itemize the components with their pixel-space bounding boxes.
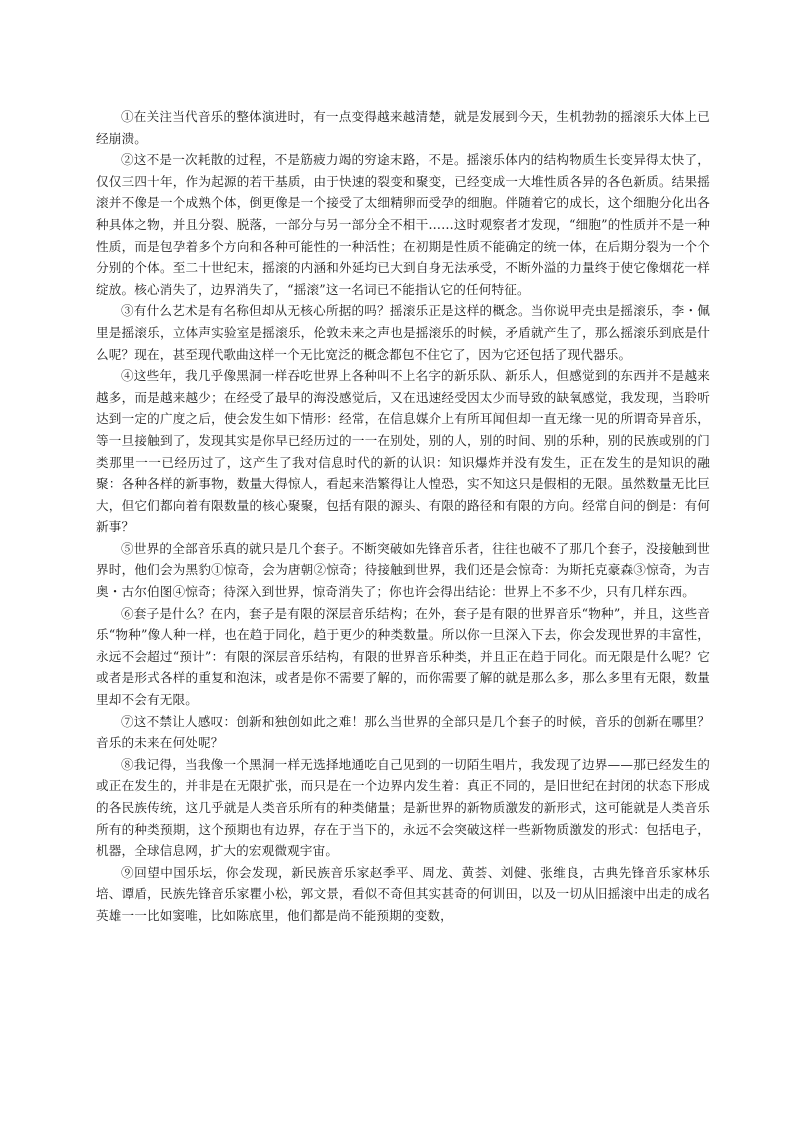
paragraph-7: ⑦这不禁让人感叹：创新和独创如此之难！那么当世界的全部只是几个套子的时候，音乐的创新在哪里？音乐的未来在何处呢？ bbox=[96, 713, 710, 751]
paragraph-9: ⑨回望中国乐坛，你会发现，新民族音乐家赵季平、周龙、黄荟、刘健、张维良，古典先锋音乐家林乐培、谭盾，民族先锋音乐家瞿小松，郭文景，看似不奇但其实甚奇的何训田，以及一切从旧摇滚中出走的成名英雄一一比如窦唯，比如陈底里，他们都是尚不能预期的变数， bbox=[96, 864, 710, 923]
paragraph-5: ⑤世界的全部音乐真的就只是几个套子。不断突破如先锋音乐者，往往也破不了那几个套子，没接触到世界时，他们会为黑豹①惊奇，会为唐朝②惊奇；待接触到世界，我们还是会惊奇：为斯托克豪森③惊奇，为吉奥・古尔伯图④惊奇；待深入到世界，惊奇消失了；你也许会得出结论：世界上不多不少，只有几样东西。 bbox=[96, 540, 710, 600]
paragraph-6: ⑥套子是什么？在内，套子是有限的深层音乐结构；在外，套子是有限的世界音乐“物种”，并且，这些音乐“物种”像人种一样，也在趋于同化，趋于更少的种类数量。所以你一旦深入下去，你会发现世界的丰富性，永远不会超过“预计”：有限的深层音乐结构，有限的世界音乐种类，并且正在趋于同化。而无限是什么呢？它或者是形式各样的重复和泡沫，或者是你不需要了解的，而你需要了解的就是那么多，那么多里有无限，数量里却不会有无限。 bbox=[96, 605, 710, 708]
paragraph-2: ②这不是一次耗散的过程，不是筋疲力竭的穷途末路，不是。摇滚乐体内的结构物质生长变异得太快了，仅仅三四十年，作为起源的若干基质，由于快速的裂变和聚变，已经变成一大堆性质各异的各色新质。结果摇滚并不像是一个成熟个体，倒更像是一个接受了太细精卵而受孕的细胞。伴随着它的成长，这个细胞分化出各种具体之物，并且分裂、脱落，一部分与另一部分全不相干……这时观察者才发现，“细胞”的性质并不是一种性质，而是包孕着多个方向和各种可能性的一种活性；在初期是性质不能确定的统一体，在后期分裂为一个个分别的个体。至二十世纪末，摇滚的内涵和外延均已大到自身无法承受，不断外溢的力量终于使它像烟花一样绽放。核心消失了，边界消失了，“摇滚”这一名词已不能指认它的任何特征。 bbox=[96, 152, 710, 297]
paragraph-4: ④这些年，我几乎像黑洞一样吞吃世界上各种叫不上名字的新乐队、新乐人，但感觉到的东西并不是越来越多，而是越来越少；在经受了最早的海没感觉后，又在迅速经受因太少而导致的缺氧感觉，我发现，当聆听达到一定的广度之后，使会发生如下情形：经常，在信息媒介上有所耳闻但却一直无缘一见的所谓奇异音乐，等一旦接触到了，发现其实是你早已经历过的一一在别处，别的人，别的时间、别的乐种，别的民族或别的门类那里一一已经历过了，这产生了我对信息时代的新的认识：知识爆炸并没有发生，正在发生的是知识的融聚：各种各样的新事物，数量大得惊人，看起来浩繁得让人惶恐，实不知这只是假相的无限。虽然数量无比巨大，但它们都向着有限数量的核心聚聚，包括有限的源头、有限的路径和有限的方向。经常自问的倒是：有何新事？ bbox=[96, 368, 710, 535]
paragraph-3: ③有什么艺术是有名称但却从无核心所据的吗？摇滚乐正是这样的概念。当你说甲壳虫是摇滚乐，李・佩里是摇滚乐，立体声实验室是摇滚乐，伦敦未来之声也是摇滚乐的时候，矛盾就产生了，那么摇滚乐到底是什么呢？现在，甚至现代歌曲这样一个无比宽泛的概念都包不住它了，因为它还包括了现代器乐。 bbox=[96, 303, 710, 362]
paragraph-1: ①在关注当代音乐的整体演进时，有一点变得越来越清楚，就是发展到今天，生机勃勃的摇滚乐大体上已经崩溃。 bbox=[96, 109, 710, 146]
paragraph-8: ⑧我记得，当我像一个黑洞一样无选择地通吃自己见到的一切陌生唱片，我发现了边界——那已经发生的或正在发生的，并非是在无限扩张，而只是在一个边界内发生着：真正不同的，是旧世纪在封闭的状态下形成的各民族传统，这几乎就是人类音乐所有的种类储量；是新世界的新物质激发的新形式，这可能就是人类音乐所有的种类预期，这个预期也有边界，存在于当下的，永远不会突破这样一些新物质激发的形式：包括电子，机器，全球信息网，扩大的宏观微观宇宙。 bbox=[96, 756, 710, 859]
article-body bbox=[96, 106, 710, 927]
